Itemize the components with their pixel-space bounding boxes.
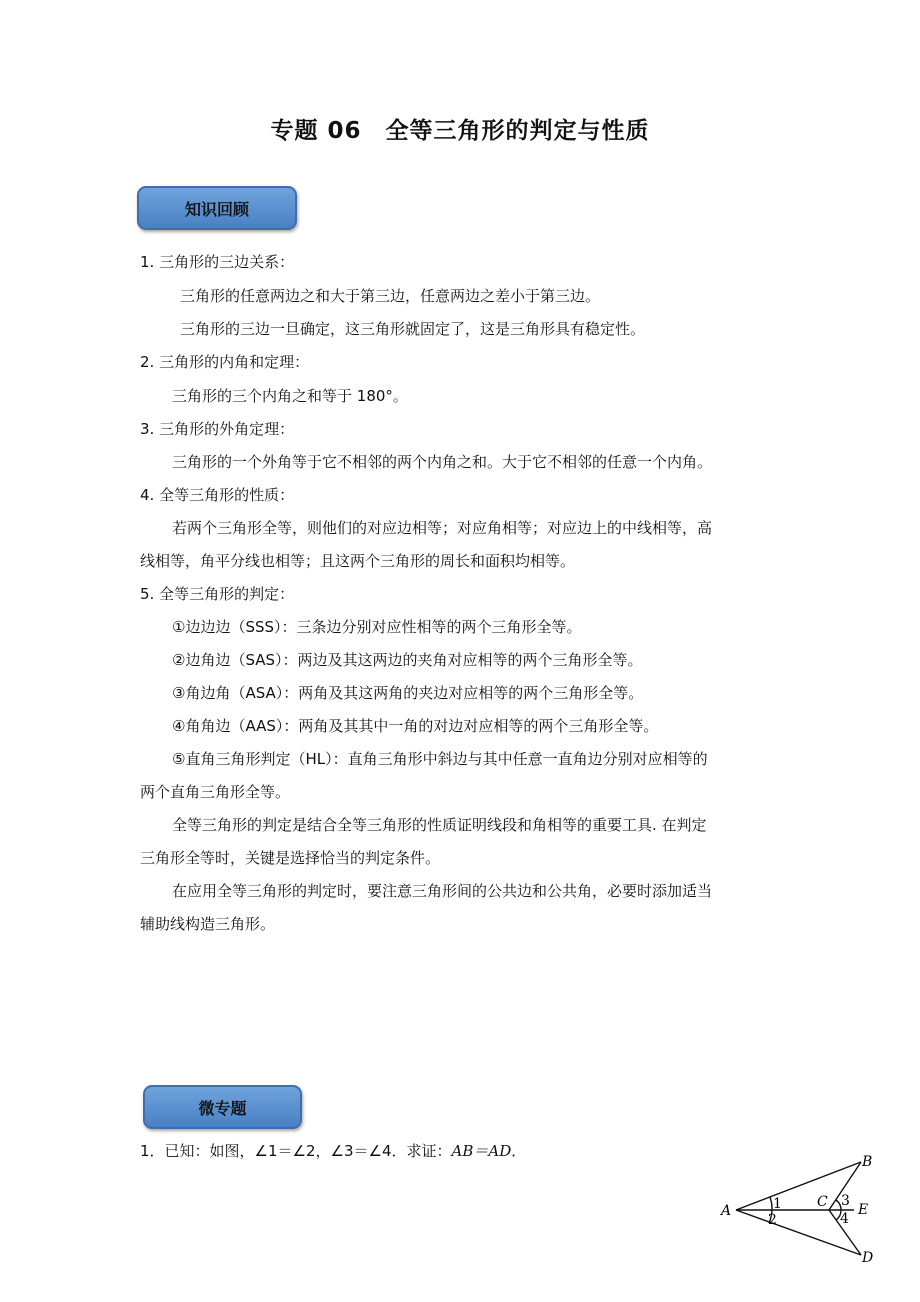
text-line: ⑤直角三角形判定（HL）：直角三角形中斜边与其中任意一直角边分别对应相等的 <box>172 750 708 768</box>
section-badge-review: 知识回顾 <box>137 186 297 230</box>
angle-label-3: 3 <box>841 1193 850 1209</box>
text-line: 若两个三角形全等，则他们的对应边相等；对应角相等；对应边上的中线相等，高 <box>172 519 713 537</box>
problem-goal: AB＝AD <box>451 1142 512 1160</box>
label-E: E <box>858 1202 869 1218</box>
text-line: ④角角边（AAS）：两角及其其中一角的对边对应相等的两个三角形全等。 <box>172 717 659 735</box>
section-badge-topic: 微专题 <box>143 1085 302 1129</box>
text-line: 1. 三角形的三边关系： <box>140 253 295 271</box>
text-line: 在应用全等三角形的判定时，要注意三角形间的公共边和公共角，必要时添加适当 <box>172 882 713 900</box>
angle-label-1: 1 <box>773 1196 782 1212</box>
text-line: ②边角边（SAS）：两边及其这两边的夹角对应相等的两个三角形全等。 <box>172 651 643 669</box>
label-D: D <box>862 1250 874 1266</box>
text-line: 线相等，角平分线也相等；且这两个三角形的周长和面积均相等。 <box>140 552 576 570</box>
geometry-figure <box>718 1152 888 1270</box>
text-line: 全等三角形的判定是结合全等三角形的性质证明线段和角相等的重要工具. 在判定 <box>172 816 707 834</box>
problem-statement <box>140 1141 526 1161</box>
text-line: 两个直角三角形全等。 <box>140 783 291 801</box>
text-line: ①边边边（SSS）：三条边分别对应性相等的两个三角形全等。 <box>172 618 582 636</box>
text-line: 2. 三角形的内角和定理： <box>140 353 310 371</box>
text-line: 三角形的一个外角等于它不相邻的两个内角之和。大于它不相邻的任意一个内角。 <box>172 453 713 471</box>
text-line: 3. 三角形的外角定理： <box>140 420 295 438</box>
label-B: B <box>862 1154 873 1170</box>
label-C: C <box>817 1194 828 1210</box>
text-line: 三角形的三个内角之和等于 180°。 <box>172 387 408 405</box>
angle-arc-1 <box>770 1197 772 1210</box>
text-line: 三角形的任意两边之和大于第三边，任意两边之差小于第三边。 <box>180 287 601 305</box>
text-line: 三角形全等时，关键是选择恰当的判定条件。 <box>140 849 441 867</box>
problem-text: 已知：如图，∠1＝∠2，∠3＝∠4．求证： <box>164 1142 452 1160</box>
text-line: 辅助线构造三角形。 <box>140 915 276 933</box>
label-A: A <box>721 1203 732 1219</box>
problem-end: ． <box>511 1142 527 1160</box>
page-title: 专题 06 全等三角形的判定与性质 <box>270 118 650 144</box>
text-line: 三角形的三边一旦确定，这三角形就固定了，这是三角形具有稳定性。 <box>180 320 646 338</box>
angle-label-2: 2 <box>768 1212 777 1228</box>
angle-label-4: 4 <box>840 1211 849 1227</box>
text-line: 4. 全等三角形的性质： <box>140 486 295 504</box>
text-line: 5. 全等三角形的判定： <box>140 585 295 603</box>
problem-number: 1． <box>140 1142 165 1160</box>
text-line: ③角边角（ASA）：两角及其这两角的夹边对应相等的两个三角形全等。 <box>172 684 644 702</box>
